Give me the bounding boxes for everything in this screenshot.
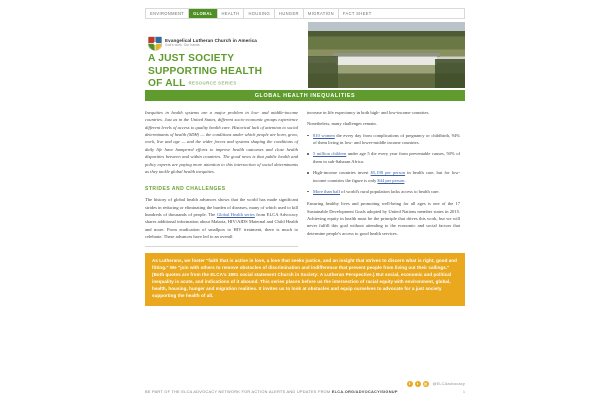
footer-signup-text [145,389,398,394]
nav-item-housing[interactable]: HOUSING [244,9,275,18]
brand-name: Evangelical Lutheran Church in America [165,38,257,44]
rural-access-link[interactable]: More than half [313,188,341,194]
investment-text-suffix: . [404,177,406,183]
title-line-1: A JUST SOCIETY [148,53,235,64]
women-statistic-link[interactable]: 810 women [313,132,335,138]
left-column [145,109,298,247]
resource-series-label: RESOURCE SERIES [188,80,237,86]
title-line-3-text: OF ALL [148,78,186,90]
page-number: 1 [462,389,465,394]
brand-lockup [148,36,257,51]
nav-item-hunger[interactable]: HUNGER [275,9,304,18]
photo-tree-left [308,56,338,88]
continuation-paragraph: increase in life expectancy in both high- and low-income countries. [307,110,430,115]
nav-item-migration[interactable]: MIGRATION [304,9,339,18]
strides-paragraph [145,196,298,240]
section-banner: GLOBAL HEALTH INEQUALITIES [145,90,465,101]
social-links [145,381,465,387]
children-statistic-link[interactable]: 5 million children [313,151,347,157]
strides-text-part1: The history of global health advances shows that the world has made significant strides in reducing or eliminating the burden of diseases, many of which used to kill hundreds of thousands of people. The [145,197,298,217]
rural-access-text: of world's rural population lacks access to health care. [340,188,440,194]
twitter-icon[interactable]: t [415,381,421,387]
list-item [307,132,460,147]
list-item [307,169,460,184]
photo-sky [308,22,465,31]
masthead [145,22,465,88]
section-heading-strides: STRIDES AND CHALLENGES [145,186,226,193]
fact-sheet-page [140,0,470,400]
nav-item-environment[interactable]: ENVIRONMENT [146,9,189,18]
page-footer [145,381,465,394]
brand-tagline: God's work. Our hands. [165,43,201,48]
challenges-list [307,132,460,196]
investment-text-mid: in health care, but for low-income countries the figure is only [313,170,460,183]
content-columns [145,109,465,247]
low-income-spend-link[interactable]: $44 per person [377,177,405,183]
nav-item-fact-sheet[interactable]: FACT SHEET [339,9,376,18]
high-income-spend-link[interactable]: $5,198 per person [370,170,406,176]
footer-signup-url[interactable]: ELCA.ORG/ADVOCACY/SIGNUP [331,389,398,394]
column-divider [145,246,298,247]
list-item [307,150,460,165]
right-column [307,109,460,247]
challenges-lead: Nonetheless, many challenges remain. [307,121,377,127]
photo-tree-right [435,59,465,88]
intro-paragraph: Inequities in health systems are a major problem in low- and middle-income countries. Just as in the United States, different socio-economic groups experience different levels of access to quality health care. Historical lack of attention to social determinants of health (SDH) — the conditions under which people are born, grow, work, live and age — and the wider forces and systems shaping the conditions of daily life have hampered efforts to improve health outcomes and close health disparities between and within countries. The good news is that public health and policy experts are paying more attention to this intersection of social determinants as they tackle global health inequities. [145,110,298,174]
instagram-icon[interactable]: ◎ [423,381,428,386]
children-statistic-text: under age 5 die every year from preventable causes, 50% of them in sub-Saharan Africa. [313,151,460,164]
title-line-3 [148,78,268,91]
elca-shield-logo-icon [148,36,162,51]
nav-item-global[interactable]: GLOBAL [189,9,217,18]
header-photograph [308,22,465,88]
title-line-2: SUPPORTING HEALTH [148,65,263,77]
top-navigation [145,8,465,19]
closing-paragraph: Ensuring healthy lives and promoting well-being for all ages is one of the 17 Sustainable Development Goals adopted by United Nations member states in 2015. Achieving equity in health must be the principle that drives this work, but we will never fulfill this goal without attending to the economic and social factors that determine people's access to good health services. [307,201,460,236]
footer-line [145,389,465,394]
lutheran-statement-callout: As Lutherans, we foster "faith that is active in love, a love that seeks justice, and an insight that strives to discern what is right, good and fitting." We "join with others to remove obstacles of discrimination and indifference that prevent people from living out their callings." (Both quotes are from the ELCA's 1991 social statement Church in Society: A Lutheran Perspective.) But social, economic and political inequality is acute, and indications of it abound. This series places before us the intersection of racial equity with environment, global, health, housing, hunger and migration realities. It invites us to look at obstacles and equip ourselves to advocate for a just society supporting the health of all. [145,253,465,306]
photo-building [336,56,436,65]
women-statistic-text: die every day from complications of pregnancy or childbirth, 94% of them living in low- and lower-middle income countries. [313,132,461,146]
nav-item-health[interactable]: HEALTH [218,9,245,18]
global-health-series-link[interactable]: Global Health series [216,211,255,217]
investment-text-prefix: High-income countries invest [313,170,371,176]
page-title [148,53,268,91]
social-handle: @ELCAadvocacy [432,382,465,386]
list-item [307,188,460,195]
footer-text-prefix: BE PART OF THE ELCA ADVOCACY NETWORK FOR ACTION ALERTS AND UPDATES FROM [145,389,332,394]
strides-text-part2: from ELCA Advocacy shares additional information about Malaria, HIV/AIDS Maternal and Child Health and more. From eradication of smallpox to HIV treatment, there is much to celebrate. These advances have led to an overall [145,211,298,240]
facebook-icon[interactable]: f [407,381,413,387]
